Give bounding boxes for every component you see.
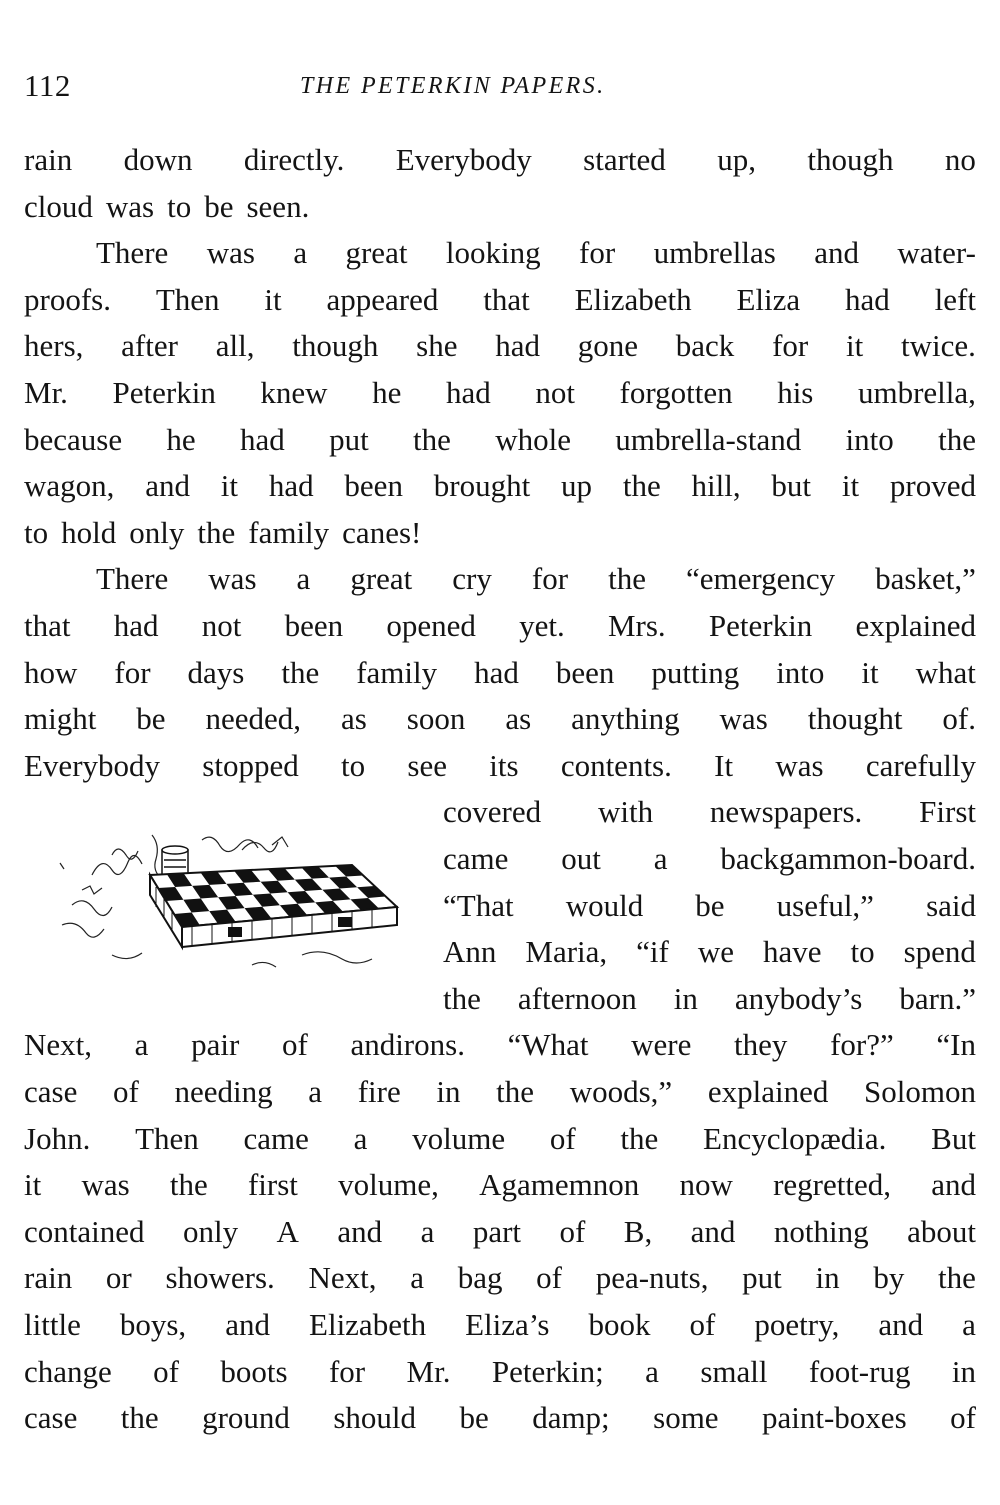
text-line: cloud was to be seen. (24, 188, 310, 224)
text-line: There was a great cry for the “emergency basket,” (96, 561, 976, 597)
text-line: rain or showers. Next, a bag of pea-nuts, put in by the (24, 1260, 976, 1296)
text-line: how for days the family had been putting into it what (24, 654, 976, 690)
text-line: the afternoon in anybody’s barn.” (443, 980, 976, 1016)
text-line: hers, after all, though she had gone back for it twice. (24, 328, 976, 364)
text-line: There was a great looking for umbrellas and water- (96, 235, 976, 271)
text-line: case of needing a fire in the woods,” explained Solomon (24, 1074, 976, 1109)
text-line: came out a backgammon-board. (443, 841, 976, 876)
text-line: Next, a pair of andirons. “What were they for?” “In (24, 1027, 976, 1063)
backgammon-board-icon (52, 815, 404, 980)
text-line: wagon, and it had been brought up the hill, but it proved (24, 468, 976, 504)
text-line: Ann Maria, “if we have to spend (443, 934, 976, 970)
text-line: case the ground should be damp; some paint-boxes of (24, 1400, 976, 1436)
text-line: Mr. Peterkin knew he had not forgotten his umbrella, (24, 375, 976, 410)
running-title: THE PETERKIN PAPERS. (300, 73, 606, 99)
text-line: might be needed, as soon as anything was thought of. (24, 701, 976, 737)
text-line: it was the first volume, Agamemnon now regretted, and (24, 1167, 976, 1203)
text-line: that had not been opened yet. Mrs. Peterkin explained (24, 608, 976, 643)
text-line: Everybody stopped to see its contents. It was carefully (24, 747, 976, 783)
text-line: covered with newspapers. First (443, 794, 976, 830)
running-head (24, 66, 976, 106)
text-line: John. Then came a volume of the Encyclopædia. But (24, 1120, 976, 1156)
text-line: contained only A and a part of B, and nothing about (24, 1213, 976, 1249)
text-line: proofs. Then it appeared that Elizabeth Eliza had left (24, 281, 976, 317)
text-line: little boys, and Elizabeth Eliza’s book of poetry, and a (24, 1307, 976, 1342)
text-line: “That would be useful,” said (443, 887, 976, 923)
text-line: rain down directly. Everybody started up, though no (24, 142, 976, 177)
page-number: 112 (24, 68, 71, 103)
backgammon-board-illustration (52, 815, 404, 980)
text-line: to hold only the family canes! (24, 514, 422, 550)
text-line: because he had put the whole umbrella-stand into the (24, 421, 976, 457)
text-line: change of boots for Mr. Peterkin; a small foot-rug in (24, 1353, 976, 1389)
